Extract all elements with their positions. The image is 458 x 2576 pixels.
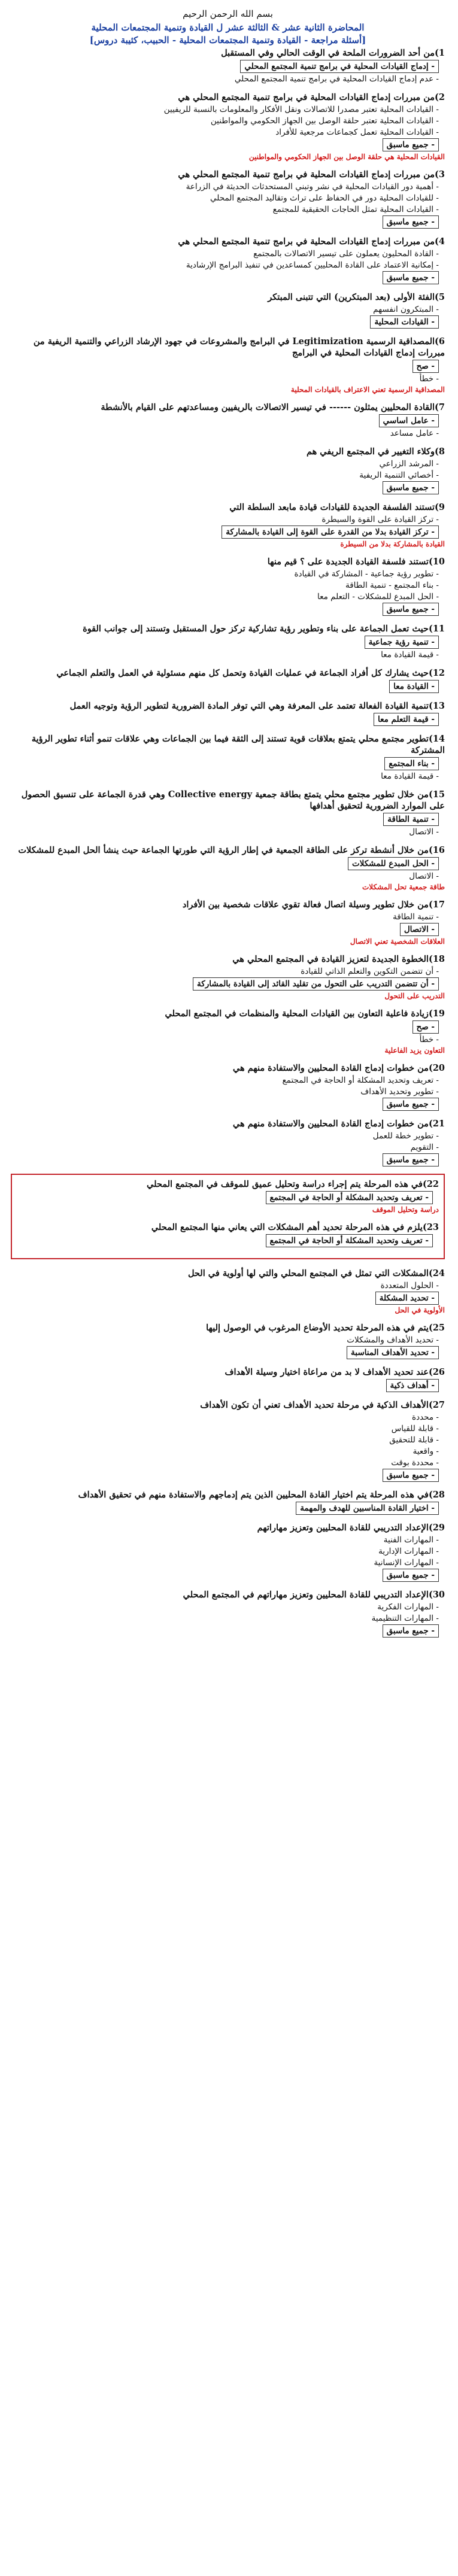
answer-box: - القيادة معا [389, 680, 439, 693]
question-item [11, 336, 445, 394]
question-prompt: زيادة فاعلية التعاون بين القيادات المحلية والمنظمات في المجتمع المحلي [165, 1008, 429, 1019]
question-number: 13) [428, 701, 445, 711]
choice: - قيمة القيادة معا [381, 650, 439, 660]
question-prompt: تطوير مجتمع محلي يتمتع بعلاقات قوية تستند إلى الثقة فيما بين الجماعات وهي علاقات تنمو أثناء تطوير الرؤية المشتركة [31, 734, 445, 755]
correct-choice [11, 271, 439, 284]
choices-list [11, 1412, 445, 1482]
correct-choice [11, 1346, 439, 1359]
question-number: 28) [428, 1490, 445, 1500]
answer-box: - جميع ماسبق [383, 1469, 439, 1482]
question-text [11, 402, 445, 413]
review-title: [أسئلة مراجعة - القيادة وتنمية المجتمعات المحلية - الحبيب، كثيبة دروس] [89, 35, 366, 45]
question-number: 16) [428, 845, 445, 855]
question-prompt: من خلال أنشطة تركز على الطاقة الجمعية في إطار الرؤية التي طورتها الجماعة حيث ينشأ الحل المبدع للمشكلات [18, 845, 429, 855]
question-text [11, 733, 445, 756]
question-number: 25) [428, 1323, 445, 1333]
question-prompt: من خلال تطوير مجتمع محلي يتمتع بطاقة جمعية Collective energy وهي قدرة الجماعة على تنسيق الحصول على الموارد الضرورية لتحقيق أهدافها [21, 789, 445, 811]
choice: - المهارات الإنسانية [374, 1558, 439, 1568]
question-item [11, 1589, 445, 1638]
choices-list [11, 713, 445, 726]
answer-box: - جميع ماسبق [383, 1098, 439, 1111]
question-number: 5) [435, 292, 445, 302]
choices-list [11, 414, 445, 439]
answer-box: - جميع ماسبق [383, 481, 439, 494]
choice: - القادة المحليون يعملون على تيسير الاتصالات بالمجتمع [253, 249, 439, 259]
question-text [11, 1268, 445, 1279]
question-item [11, 1399, 445, 1482]
correct-choice [11, 414, 439, 427]
question-number: 17) [428, 900, 445, 910]
question-number: 1) [435, 48, 445, 58]
question-number: 29) [428, 1523, 445, 1533]
question-prompt: القادة المحليين يمثلون ------ في تيسير الاتصالات بالريفيين ومساعدتهم على القيام بالأنشطة [101, 402, 435, 412]
question-item [17, 1178, 439, 1214]
choice: - أن تتضمن التكوين والتعلم الذاتي للقيادة [301, 967, 439, 976]
choice: - واقعية [412, 1447, 439, 1456]
choices-list [11, 60, 445, 84]
correct-choice [11, 525, 439, 539]
choice: - تركز القيادة على القوة والسيطرة [321, 515, 439, 524]
question-prompt: يتم في هذه المرحلة تحديد الأوضاع المرغوب في الوصول إليها [206, 1323, 429, 1333]
question-prompt: من خلال تطوير وسيلة اتصال فعالة تقوي علاقات شخصية بين الأفراد [182, 900, 429, 910]
correct-choice [11, 360, 439, 373]
choices-list [11, 912, 445, 936]
answer-box: - إدماج القيادات المحلية في برامج تنمية المجتمع المحلي [240, 60, 439, 73]
correct-choice [11, 138, 439, 151]
question-number: 30) [428, 1590, 445, 1600]
answer-box: - صح [412, 360, 439, 373]
choices-list [11, 636, 445, 660]
question-text [11, 1008, 445, 1019]
choice: - أخصائي التنمية الريفية [359, 470, 439, 480]
answer-box: - قيمة التعلم معا [374, 713, 439, 726]
question-number: 22) [422, 1179, 439, 1189]
choices-list [11, 1280, 445, 1305]
correct-choice [17, 1234, 433, 1247]
question-item [11, 789, 445, 837]
annotation-note: التدريب على التحول [384, 992, 445, 1000]
question-item [11, 92, 445, 162]
question-number: 12) [428, 668, 445, 678]
choices-list [11, 1335, 445, 1359]
question-text [11, 1118, 445, 1129]
question-item [11, 733, 445, 782]
choices-list [11, 1535, 445, 1582]
question-prompt: من مبررات إدماج القيادات المحلية في برامج تنمية المجتمع المحلي هي [178, 236, 435, 247]
question-prompt: في هذه المرحلة يتم إجراء دراسة وتحليل عميق للموقف في المجتمع المحلي [147, 1179, 423, 1189]
question-text [11, 291, 445, 303]
question-text [11, 556, 445, 567]
question-number: 24) [428, 1268, 445, 1278]
choice: - بناء المجتمع - تنمية الطاقة [345, 581, 439, 590]
answer-box: - أن تتضمن التدريب على التحول من تقليد القائد إلى القيادة بالمشاركة [193, 977, 439, 991]
question-number: 27) [428, 1400, 445, 1410]
choice: - الاتصال [409, 871, 439, 881]
question-text [11, 236, 445, 247]
question-prompt: الأهداف الذكية في مرحلة تحديد الأهداف تعني أن تكون الأهداف [200, 1400, 429, 1410]
choices-list [11, 248, 445, 284]
answer-box: - تعريف وتحديد المشكلة أو الحاجة في المجتمع [266, 1191, 433, 1204]
choice: - تنمية الطاقة [393, 912, 439, 922]
question-prompt: يلزم في هذه المرحلة تحديد أهم المشكلات التي يعاني منها المجتمع المحلي [151, 1222, 423, 1232]
correct-choice [11, 757, 439, 770]
question-item [11, 1322, 445, 1359]
question-prompt: من خطوات إدماج القادة المحليين والاستفادة منهم هي [232, 1063, 429, 1073]
choices-list [11, 1379, 445, 1392]
choice: - القيادات المحلية تعتبر مصدرا للاتصالات ونقل الأفكار والمعلومات بالنسبة للريفيين [163, 105, 439, 114]
question-text [11, 92, 445, 103]
question-prompt: المشكلات التي تمثل في المجتمع المحلي والتي لها أولوية في الحل [187, 1268, 429, 1278]
question-item [11, 1062, 445, 1111]
question-item [11, 667, 445, 693]
question-prompt: الإعداد التدريبي للقادة المحليين وتعزيز مهاراتهم في المجتمع المحلي [183, 1590, 429, 1600]
choice: - تطوير وتحديد الأهداف [360, 1087, 439, 1096]
correct-choice [11, 603, 439, 616]
annotation-note: التعاون يزيد الفاعلية [384, 1046, 445, 1055]
choices-list [17, 1234, 439, 1247]
question-text [11, 446, 445, 457]
annotation-note: القيادة بالمشاركة بدلا من السيطرة [340, 540, 445, 548]
question-item [11, 236, 445, 284]
choice: - المهارات الإدارية [378, 1547, 439, 1556]
question-text [11, 1366, 445, 1378]
question-prompt: حيث تعمل الجماعة على بناء وتطوير رؤية تشاركية تركز حول المستقبل وتستند إلى جوانب القوة [83, 624, 429, 634]
question-text [11, 1522, 445, 1533]
choice: - القيادات المحلية تمثل الحاجات الحقيقية للمجتمع [272, 205, 439, 214]
question-item [11, 556, 445, 616]
answer-box: - تعريف وتحديد المشكلة أو الحاجة في المجتمع [266, 1234, 433, 1247]
choice: - المهارات الفكرية [377, 1602, 439, 1612]
choice: - تحديد الأهداف والمشكلات [347, 1335, 439, 1345]
choice: - المهارات الفنية [383, 1535, 439, 1545]
question-item [11, 1366, 445, 1392]
correct-choice [11, 680, 439, 693]
question-item [11, 1268, 445, 1315]
question-item [11, 623, 445, 660]
correct-choice [11, 857, 439, 870]
question-number: 11) [428, 624, 445, 634]
choice: - خطأ [419, 1035, 439, 1044]
question-text [11, 1489, 445, 1500]
choices-list [11, 104, 445, 151]
question-text [11, 1322, 445, 1333]
correct-choice [11, 1469, 439, 1482]
choice: - محددة بوقت [391, 1458, 439, 1468]
choice: - التقويم [410, 1143, 439, 1152]
question-number: 21) [428, 1119, 445, 1129]
question-prompt: من أحد الضرورات الملحة في الوقت الحالي وفي المستقبل [221, 48, 435, 58]
question-prompt: من مبررات إدماج القيادات المحلية في برامج تنمية المجتمع المحلي هي [178, 92, 435, 102]
correct-choice [17, 1191, 433, 1204]
question-number: 26) [428, 1367, 445, 1377]
question-number: 23) [422, 1222, 439, 1232]
correct-choice [11, 215, 439, 229]
question-item [17, 1222, 439, 1247]
choice: - أهمية دور القيادات المحلية في نشر وتبني المستحدثات الحديثة في الزراعة [186, 182, 439, 192]
question-number: 10) [428, 557, 445, 567]
question-text [11, 845, 445, 856]
question-number: 8) [435, 446, 445, 457]
answer-box: - تحديد المشكلة [375, 1292, 439, 1305]
question-prompt: من خطوات إدماج القادة المحليين والاستفادة منهم هي [232, 1119, 429, 1129]
choices-list [11, 304, 445, 329]
correct-choice [11, 60, 439, 73]
question-text [17, 1222, 439, 1233]
answer-box: - جميع ماسبق [383, 1624, 439, 1638]
correct-choice [11, 1020, 439, 1034]
question-number: 3) [435, 169, 445, 180]
question-prompt: تستند فلسفة القيادة الجديدة على ؟ قيم منها [267, 557, 429, 567]
question-prompt: تنمية القيادة الفعالة تعتمد على المعرفة وهي التي توفر المادة الضرورية لتطوير الرؤية وتوجيه العمل [69, 701, 429, 711]
question-number: 2) [435, 92, 445, 102]
annotation-note: طاقة جمعية تحل المشكلات [362, 883, 445, 891]
question-item [11, 502, 445, 549]
choices-list [11, 757, 445, 782]
choice: - خطأ [419, 374, 439, 384]
question-prompt: وكلاء التغيير في المجتمع الريفي هم [306, 446, 435, 457]
correct-choice [11, 1098, 439, 1111]
correct-choice [11, 977, 439, 991]
answer-box: - اختيار القادة المناسبين للهدف والمهمة [296, 1502, 439, 1515]
choices-list [11, 569, 445, 616]
question-text [11, 667, 445, 679]
choice: - إمكانية الاعتماد على القادة المحليين كمساعدين في تنفيذ البرامج الإرشادية [186, 260, 439, 270]
choice: - الحل المبدع للمشكلات - التعلم معا [317, 592, 439, 602]
annotation-note: الأولوية في الحل [395, 1306, 445, 1314]
questions-list [11, 47, 445, 1638]
question-item [11, 47, 445, 84]
question-prompt: الفئة الأولى (بعد المبتكرين) التي تتبنى المبتكر [268, 292, 435, 302]
question-text [11, 169, 445, 180]
answer-box: - بناء المجتمع [384, 757, 439, 770]
answer-box: - جميع ماسبق [383, 1569, 439, 1582]
question-prompt: المصداقية الرسمية Legitimization في البرامج والمشروعات في جهود الإرشاد الزراعي والتنمية الريفية من مبررات إدماج القيادات المحلية في البرامج [33, 336, 445, 358]
choice: - المبتكرون انفسهم [373, 305, 439, 314]
question-item [11, 899, 445, 946]
question-item [11, 446, 445, 494]
choice: - تعريف وتحديد المشكلة أو الحاجة في المجتمع [282, 1076, 439, 1085]
correct-choice [11, 923, 439, 936]
choice: - القيادات المحلية تعتبر حلقة الوصل بين الجهاز الحكومي والمواطنين [210, 116, 439, 126]
question-item [11, 1522, 445, 1582]
choices-list [11, 680, 445, 693]
question-prompt: تستند الفلسفة الجديدة للقيادات قيادة مابعد السلطة التي [229, 502, 435, 512]
correct-choice [11, 713, 439, 726]
choices-list [11, 813, 445, 837]
answer-box: - جميع ماسبق [383, 138, 439, 151]
annotation-note: العلاقات الشخصية تعني الاتصال [350, 937, 445, 946]
answer-box: - صح [412, 1020, 439, 1034]
choices-list [11, 514, 445, 539]
choices-list [11, 458, 445, 494]
answer-box: - جميع ماسبق [383, 215, 439, 229]
choice: - عدم إدماج القيادات المحلية في برامج تنمية المجتمع المحلي [234, 74, 439, 84]
question-item [11, 700, 445, 726]
question-prompt: حيث يشارك كل أفراد الجماعة في عمليات القيادة وتحمل كل منهم مسئولية في العمل والتعلم الجماعي [56, 668, 429, 678]
question-prompt: من مبررات إدماج القيادات المحلية في برامج تنمية المجتمع المحلي هي [178, 169, 435, 180]
choices-list [11, 1131, 445, 1167]
question-text [11, 1062, 445, 1074]
choice: - قابلة للتحقيق [389, 1435, 439, 1445]
question-number: 6) [435, 336, 445, 347]
question-number: 9) [435, 502, 445, 512]
question-prompt: الإعداد التدريبي للقادة المحليين وتعزيز مهاراتهم [257, 1523, 429, 1533]
answer-box: - الاتصال [400, 923, 439, 936]
highlight-frame [11, 1174, 445, 1259]
answer-box: - أهداف ذكية [386, 1379, 439, 1392]
correct-choice [11, 1502, 439, 1515]
question-text [11, 953, 445, 965]
question-text [17, 1178, 439, 1190]
lecture-title: المحاضرة الثانية عشر & الثالثة عشر ل القيادة وتنمية المجتمعات المحلية [91, 22, 365, 33]
answer-box: - الحل المبدع للمشكلات [348, 857, 439, 870]
correct-choice [11, 1569, 439, 1582]
correct-choice [11, 636, 439, 649]
question-number: 19) [428, 1008, 445, 1019]
choices-list [11, 857, 445, 882]
choice: - عامل مساعد [390, 429, 439, 438]
choice: - القيادات المحلية تعمل كجماعات مرجعية للأفراد [275, 127, 439, 137]
question-item [11, 845, 445, 892]
answer-box: - جميع ماسبق [383, 1153, 439, 1167]
question-text [11, 1589, 445, 1600]
correct-choice [11, 1292, 439, 1305]
correct-choice [11, 1153, 439, 1167]
choices-list [11, 1602, 445, 1638]
answer-box: - تحديد الأهداف المناسبة [347, 1346, 439, 1359]
correct-choice [11, 481, 439, 494]
question-item [11, 953, 445, 1001]
question-item [11, 1489, 445, 1515]
question-text [11, 336, 445, 359]
answer-box: - عامل اساسي [379, 414, 439, 427]
choices-list [11, 360, 445, 384]
choice: - محددة [412, 1412, 439, 1422]
correct-choice [11, 1379, 439, 1392]
annotation-note: دراسة وتحليل الموقف [372, 1205, 439, 1214]
question-text [11, 789, 445, 812]
answer-box: - تنمية الطاقة [383, 813, 439, 826]
annotation-note: المصداقية الرسمية تعني الاعتراف بالقيادات المحلية [290, 385, 445, 394]
answer-box: - تنمية رؤية جماعية [365, 636, 439, 649]
basmala: بسم الله الرحمن الرحيم [183, 8, 273, 19]
choices-list [11, 1020, 445, 1045]
choice: - المرشد الزراعي [379, 459, 439, 469]
question-item [11, 1008, 445, 1055]
question-item [11, 402, 445, 439]
question-text [11, 623, 445, 634]
question-text [11, 47, 445, 59]
choice: - قابلة للقياس [391, 1424, 439, 1433]
choice: - قيمة القيادة معا [381, 771, 439, 781]
correct-choice [11, 315, 439, 329]
question-text [11, 1399, 445, 1411]
question-prompt: عند تحديد الأهداف لا بد من مراعاة اختيار وسيلة الأهداف [225, 1367, 429, 1377]
question-number: 18) [428, 954, 445, 964]
question-text [11, 700, 445, 712]
choice: - تطوير رؤية جماعية - المشاركة في القيادة [294, 569, 439, 579]
choice: - المهارات التنظيمية [371, 1614, 439, 1623]
choices-list [17, 1191, 439, 1204]
question-item [11, 169, 445, 229]
question-prompt: في هذه المرحلة يتم اختيار القادة المحليين الذين يتم إدماجهم والاستفادة منهم في تحقيق الأهداف [78, 1490, 429, 1500]
question-item [11, 291, 445, 329]
choice: - تطوير خطة للعمل [372, 1131, 439, 1141]
choices-list [11, 1502, 445, 1515]
choices-list [11, 966, 445, 991]
question-text [11, 502, 445, 513]
question-text [11, 899, 445, 910]
choices-list [11, 181, 445, 229]
answer-box: - جميع ماسبق [383, 271, 439, 284]
choice: - الاتصال [409, 827, 439, 837]
choice: - الحلول المتعددة [380, 1281, 439, 1290]
question-number: 14) [428, 734, 445, 744]
question-number: 7) [435, 402, 445, 412]
question-prompt: الخطوة الجديدة لتعزيز القيادة في المجتمع المحلي هي [232, 954, 429, 964]
correct-choice [11, 1624, 439, 1638]
choices-list [11, 1075, 445, 1111]
correct-choice [11, 813, 439, 826]
annotation-note: القيادات المحلية هي حلقة الوصل بين الجهاز الحكومي والمواطنين [248, 153, 445, 161]
answer-box: - جميع ماسبق [383, 603, 439, 616]
answer-box: - تركز القيادة بدلا من القدرة على القوة إلى القيادة بالمشاركة [222, 525, 439, 539]
question-number: 20) [428, 1063, 445, 1073]
question-number: 4) [435, 236, 445, 247]
choice: - للقيادات المحلية دور في الحفاظ على تراث وتقاليد المجتمع المحلي [210, 193, 439, 203]
question-item [11, 1118, 445, 1167]
question-number: 15) [428, 789, 445, 800]
answer-box: - القيادات المحلية [370, 315, 439, 329]
